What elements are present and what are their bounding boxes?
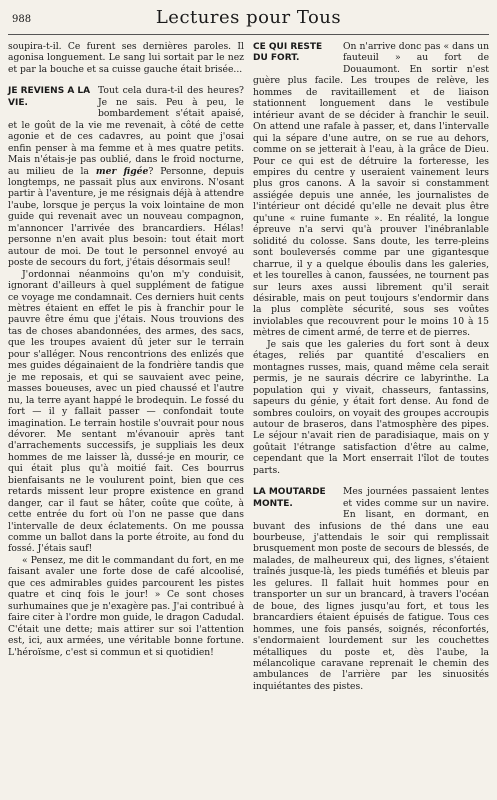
page-number: 988 bbox=[12, 14, 32, 25]
paragraph bbox=[8, 85, 244, 268]
right-column bbox=[253, 41, 489, 692]
running-title: Lectures pour Tous bbox=[155, 7, 342, 28]
paragraph-text: ? Personne, depuis longtemps, ne passait plus aux environs. N'osant partir à l'aventure, je me résignais déjà à attendre l'aube, lorsque je perçus la voix lointaine de mon guide qui revenait avec un nouveau compagnon, m'annoncer l'arrivée des brancardiers. Hélas! personne n'en avait plus besoin: tout était mort autour de moi. De tout le personnel envoyé au poste de secours du fort, j'étais désormais seul! bbox=[8, 165, 244, 269]
paragraph: Je sais que les galeries du fort sont à deux étages, reliés par quantité d'escaliers en montagnes russes, mais, quand même cela serait permis, je ne saurais décrire ce labyrinthe. La population qui y vivait, chasseurs, fantassins, sapeurs du génie, y était fort dense. Au fond de sombres couloirs, on voyait des groupes accroupis autour de braseros, dans l'atmosphère des pipes. Le séjour n'avait rien de paradisiaque, mais on y goûtait l'étrange satisfaction d'être au calme, cependant que la Mort enserrait l'îlot de toutes parts. bbox=[253, 338, 489, 476]
text-columns bbox=[8, 41, 489, 692]
paragraph: « Pensez, me dit le commandant du fort, en me faisant avaler une forte dose de café alcoolisé, que ces admirables guides parcourent les pistes quatre et cinq fois le jour! » Ce sont choses surhumaines que je n'exagère pas. J'ai contribué à faire citer à l'ordre mon guide, le dragon Cadudal. C'était une dette; mais attirer sur soi l'attention est, ici, aux armées, une véritable bonne fortune. L'héroïsme, c'est si commun et si quotidien! bbox=[8, 554, 244, 658]
paragraph-text: Tout cela dura-t-il des heures? Je ne sais. Peu à peu, le bombardement s'était apaisé, et le goût de la vie me revenait, à côté de cette agonie et de ces cadavres, au point que j'osai enfin penser à ma femme et à mes quatre petits. Mais n'étais-je pas oublié, dans le froid nocturne, au milieu de la bbox=[8, 85, 244, 177]
section-heading: LA MOUTARDE MONTE. bbox=[253, 487, 326, 509]
intro-paragraph: soupira-t-il. Ce furent ses dernières paroles. Il agonisa longuement. Le sang lui sortait par le nez et par la bouche et sa cuisse gauche était brisée... bbox=[8, 41, 244, 75]
section-je-reviens bbox=[8, 85, 244, 658]
paragraph: J'ordonnai néanmoins qu'on m'y conduisit, ignorant d'ailleurs à quel supplément de fatigue ce voyage me condamnait. Ces derniers huit cents mètres étaient en effet le pis à franchir pour le pauvre être ému que j'étais. Nous trouvions des tas de choses abandonnées, des armes, des sacs, que les troupes avaient dû jeter sur le terrain pour s'alléger. Nous rencontrions des enlizés que mes guides dégainaient de la fondrière tandis que je me reposais, et qui se sauvaient avec peine, masses boueuses, avec un pied chaussé et l'autre nu, la terre ayant happé le brodequin. Le fossé du fort — il y fallait passer — confondait toute imagination. Le terrain hostile s'ouvrait pour nous dévorer. Me sentant m'évanouir après tant d'arrachements successifs, je suppliais les deux hommes de me laisser là, dussé-je en mourir, ce qui était plus qu'à moitié fait. Ces bourrus bienfaisants ne le voulurent point, bien que ces retards missent leur propre existence en grand danger, car il faut se hâter, coûte que coûte, à cette entrée du fort où l'on ne passe que dans l'intervalle de deux éclatements. On me poussa comme un ballot dans la porte étroite, au fond du fossé. J'étais sauf! bbox=[8, 268, 244, 555]
left-column bbox=[8, 41, 244, 692]
section-ce-qui-reste bbox=[253, 41, 489, 476]
paragraph: Mes journées passaient lentes et vides comme sur un navire. En lisant, en dormant, en buvant des infusions de thé dans une eau bourbeuse, j'attendais le soir qui remplissait brusquement mon poste de secours de blessés, de malades, de malheureux qui, des lignes, s'étaient traînés jusque-là, les pieds tuméfiés et bleuis par les gelures. Il fallait huit hommes pour en transporter un sur un brancard, à travers l'océan de boue, des lignes jusqu'au fort, et tous les brancardiers étaient épuisés de fatigue. Tous ces hommes, une fois pansés, soignés, réconfortés, s'endormaient lourdement sur les couchettes métalliques du poste et, dès l'aube, la mélancolique caravane reprenait le chemin des ambulances de l'arrière par les sinuosités inquiétantes des pistes. bbox=[253, 486, 489, 692]
section-heading: CE QUI RESTE DU FORT. bbox=[253, 42, 323, 64]
section-la-moutarde bbox=[253, 486, 489, 692]
paragraph: On n'arrive donc pas « dans un fauteuil » au fort de Douaumont. En sortir n'est guère plus facile. Les troupes de relève, les hommes de ravitaillement et de liaison stationnent longuement dans le vestibule intérieur avant de se décider à franchir le seuil. On attend une rafale à passer, et, dans l'intervalle qui la sépare d'une autre, on se rue au dehors, comme on se jetterait à l'eau, à la grâce de Dieu. Pour ce qui est de détruire la forteresse, les empires du centre y useraient vainement leurs plus gros canons. A la savoir si constamment assiégée depuis une année, les journalistes de l'intérieur ont décidé qu'elle ne devait plus être qu'une « ruine fumante ». En réalité, la longue épreuve n'a servi qu'à prouver l'inébranlable solidité du colosse. Sans doute, les terre-pleins sont bouleversés comme par une gigantesque charrue, il y a quelque éboulis dans les galeries, et les tourelles à canon, faussées, ne tournent pas sur leurs axes aussi librement qu'il serait désirable, mais on peut toujours s'endormir dans la plus complète sécurité, sous ses voûtes inviolables que recouvrent pour le moins 10 à 15 mètres de ciment armé, de terre et de pierres. bbox=[253, 41, 489, 339]
page-header bbox=[8, 6, 489, 35]
section-heading: JE REVIENS A LA VIE. bbox=[8, 86, 91, 108]
emphasis-text: mer figée bbox=[95, 165, 149, 177]
